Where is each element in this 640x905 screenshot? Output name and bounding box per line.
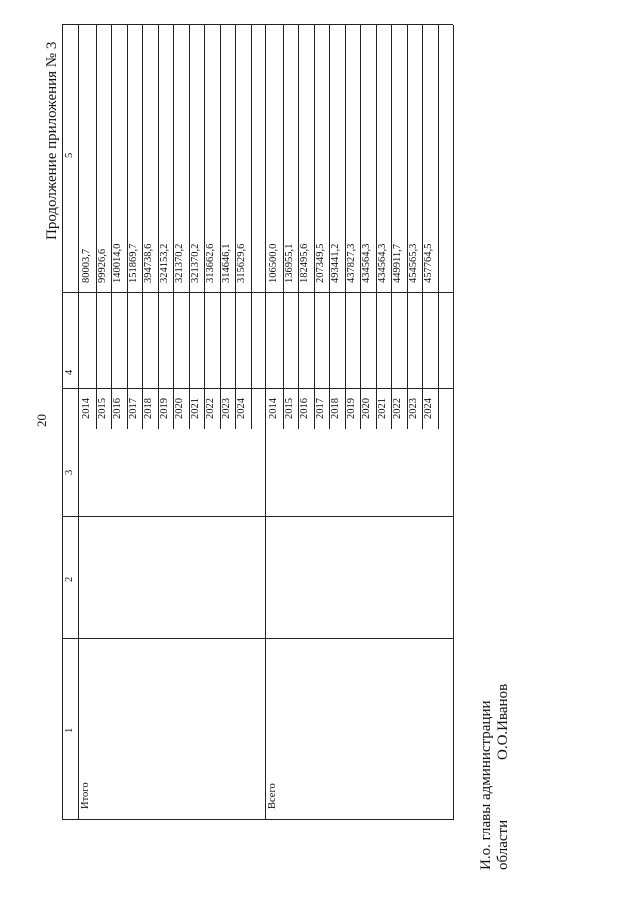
- signature-line-2-right: О.О.Иванов: [495, 683, 511, 760]
- value-cell: 140014,0: [112, 243, 123, 283]
- row-separator: [329, 25, 330, 429]
- col-divider-2: [62, 516, 453, 517]
- value-cell: 315629,6: [236, 243, 247, 283]
- row-separator: [438, 25, 439, 429]
- year-cell: 2016: [112, 398, 123, 419]
- year-cell: 2018: [330, 398, 341, 419]
- value-cell: 454565,3: [407, 243, 419, 283]
- year-cell: 2022: [205, 398, 216, 419]
- value-cell: 136955,1: [283, 243, 295, 283]
- year-cell: 2024: [236, 398, 247, 419]
- row-separator: [422, 25, 423, 429]
- page-number: 20: [34, 414, 49, 427]
- year-cell: 2024: [423, 398, 434, 419]
- year-cell: 2020: [174, 398, 185, 419]
- value-cell: 434564,3: [361, 243, 372, 283]
- header-bottom-line: [78, 25, 79, 820]
- appendix-title: Продолжение приложения № 3: [44, 41, 60, 240]
- value-cell: 106500,0: [268, 243, 279, 283]
- year-cell: 2016: [299, 398, 310, 419]
- row-separator: [360, 25, 361, 429]
- row-separator: [376, 25, 377, 429]
- col-divider-4: [62, 292, 453, 293]
- year-cell: 2015: [283, 398, 295, 419]
- value-cell: 434564,3: [376, 243, 388, 283]
- year-cell: 2014: [81, 398, 92, 419]
- table-bottom-border: [453, 25, 454, 820]
- value-cell: 394738,6: [143, 243, 154, 283]
- row-separator: [283, 25, 284, 429]
- col-divider-1: [62, 638, 453, 639]
- year-cell: 2018: [143, 398, 154, 419]
- value-cell: 493441,2: [330, 243, 341, 283]
- row-separator: [173, 25, 174, 429]
- year-cell: 2021: [376, 398, 388, 419]
- value-cell: 182495,6: [299, 243, 310, 283]
- col-header-2: 2: [64, 576, 75, 582]
- row-separator: [391, 25, 392, 429]
- row-separator: [111, 25, 112, 429]
- row-separator: [298, 25, 299, 429]
- signature-line-2-left: области: [495, 819, 511, 870]
- row-separator: [220, 25, 221, 429]
- year-cell: 2023: [407, 398, 419, 419]
- col-header-1: 1: [64, 727, 75, 733]
- row-separator: [127, 25, 128, 429]
- section-label-total: Итого: [80, 782, 91, 809]
- year-cell: 2014: [268, 398, 279, 419]
- value-cell: 151869,7: [127, 243, 139, 283]
- row-separator: [407, 25, 408, 429]
- value-cell: 449911,7: [392, 244, 403, 283]
- value-cell: 99926,6: [96, 248, 108, 283]
- year-cell: 2023: [220, 398, 232, 419]
- year-cell: 2019: [345, 398, 357, 419]
- year-cell: 2021: [189, 398, 201, 419]
- col-header-5: 5: [64, 152, 75, 158]
- year-cell: 2015: [96, 398, 108, 419]
- section-label-grand-total: Всего: [267, 783, 278, 809]
- row-separator: [158, 25, 159, 429]
- year-cell: 2017: [314, 398, 326, 419]
- value-cell: 437827,3: [345, 243, 357, 283]
- table-top-border: [62, 25, 63, 820]
- row-separator: [345, 25, 346, 429]
- value-cell: 457764,5: [423, 243, 434, 283]
- col-divider-3: [62, 388, 453, 389]
- value-cell: 80003,7: [81, 248, 92, 283]
- col-header-3: 3: [64, 469, 75, 475]
- row-separator: [204, 25, 205, 429]
- year-cell: 2022: [392, 398, 403, 419]
- value-cell: 324153,2: [158, 243, 170, 283]
- table-left-border: [62, 819, 453, 820]
- value-cell: 321370,2: [189, 243, 201, 283]
- row-separator: [314, 25, 315, 429]
- value-cell: 321370,2: [174, 243, 185, 283]
- value-cell: 314646,1: [220, 243, 232, 283]
- value-cell: 207349,5: [314, 243, 326, 283]
- year-cell: 2019: [158, 398, 170, 419]
- signature-line-1: И.о. главы администрации: [478, 700, 494, 870]
- year-cell: 2020: [361, 398, 372, 419]
- row-separator: [142, 25, 143, 429]
- row-separator: [189, 25, 190, 429]
- table-right-border: [62, 24, 453, 25]
- col-header-4: 4: [64, 369, 75, 375]
- year-cell: 2017: [127, 398, 139, 419]
- row-separator: [251, 25, 252, 429]
- value-cell: 313662,6: [205, 243, 216, 283]
- row-separator: [96, 25, 97, 429]
- section-separator: [265, 25, 266, 820]
- row-separator: [235, 25, 236, 429]
